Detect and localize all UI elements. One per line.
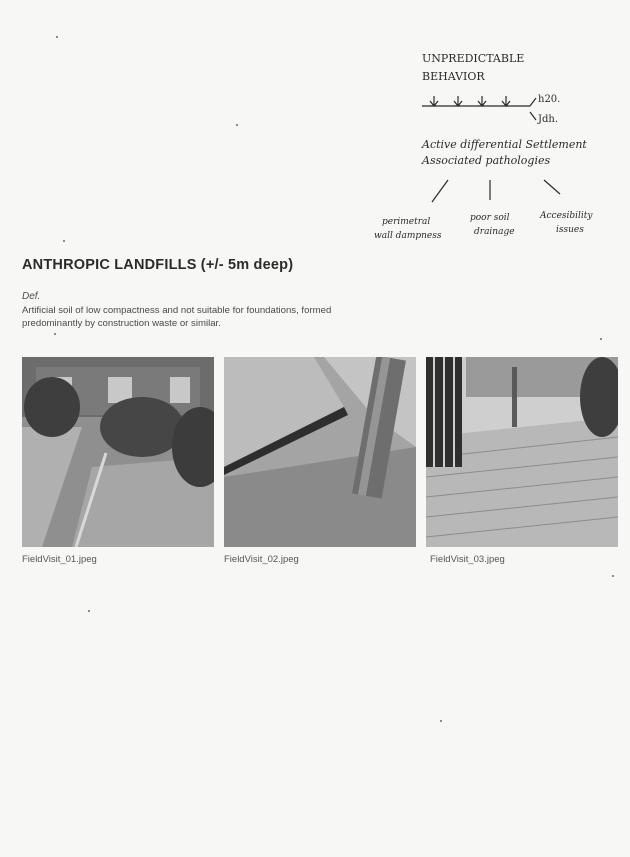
note-line-4: Associated pathologies [422,154,551,167]
note-item-2-line-2: drainage [474,227,515,237]
settlement-timeline-sketch [422,96,536,120]
photo-caption-2: FieldVisit_02.jpeg [224,554,299,565]
note-line-1: UNPREDICTABLE [422,52,525,65]
scan-speck [88,610,90,612]
note-branch-lines [432,180,560,202]
note-line-3: Active differential Settlement [422,138,587,151]
photo-pole-broken-ground-icon [224,357,416,547]
note-item-3-line-1: Accesibility [540,211,593,221]
scan-speck [54,333,56,335]
scan-speck [612,575,614,577]
field-photo-1[interactable] [22,357,214,547]
scan-speck [236,124,238,126]
photo-gate-paving-icon [426,357,618,547]
note-item-1-line-2: wall dampness [374,231,442,241]
note-item-1-line-1: perimetral [382,217,431,227]
timeline-label-1: h20. [538,94,561,105]
note-line-2: BEHAVIOR [422,70,485,83]
photo-caption-1: FieldVisit_01.jpeg [22,554,97,565]
field-photo-3[interactable] [426,357,618,547]
field-photo-2[interactable] [224,357,416,547]
scan-speck [56,36,58,38]
handwritten-notes [370,40,620,250]
page-title: ANTHROPIC LANDFILLS (+/- 5m deep) [22,257,294,273]
note-item-2-line-1: poor soil [470,213,510,223]
photo-courtyard-paving-icon [22,357,214,547]
scan-speck [440,720,442,722]
note-item-3-line-2: issues [556,225,584,235]
scan-speck [63,240,65,242]
scan-speck [600,338,602,340]
timeline-label-2: Jdh. [538,114,559,125]
definition-label: Def. [22,291,41,302]
photo-caption-3: FieldVisit_03.jpeg [430,554,505,565]
definition-text: Artificial soil of low compactness and not suitable for foundations, formed predominantly by construction waste or similar. [22,305,332,329]
